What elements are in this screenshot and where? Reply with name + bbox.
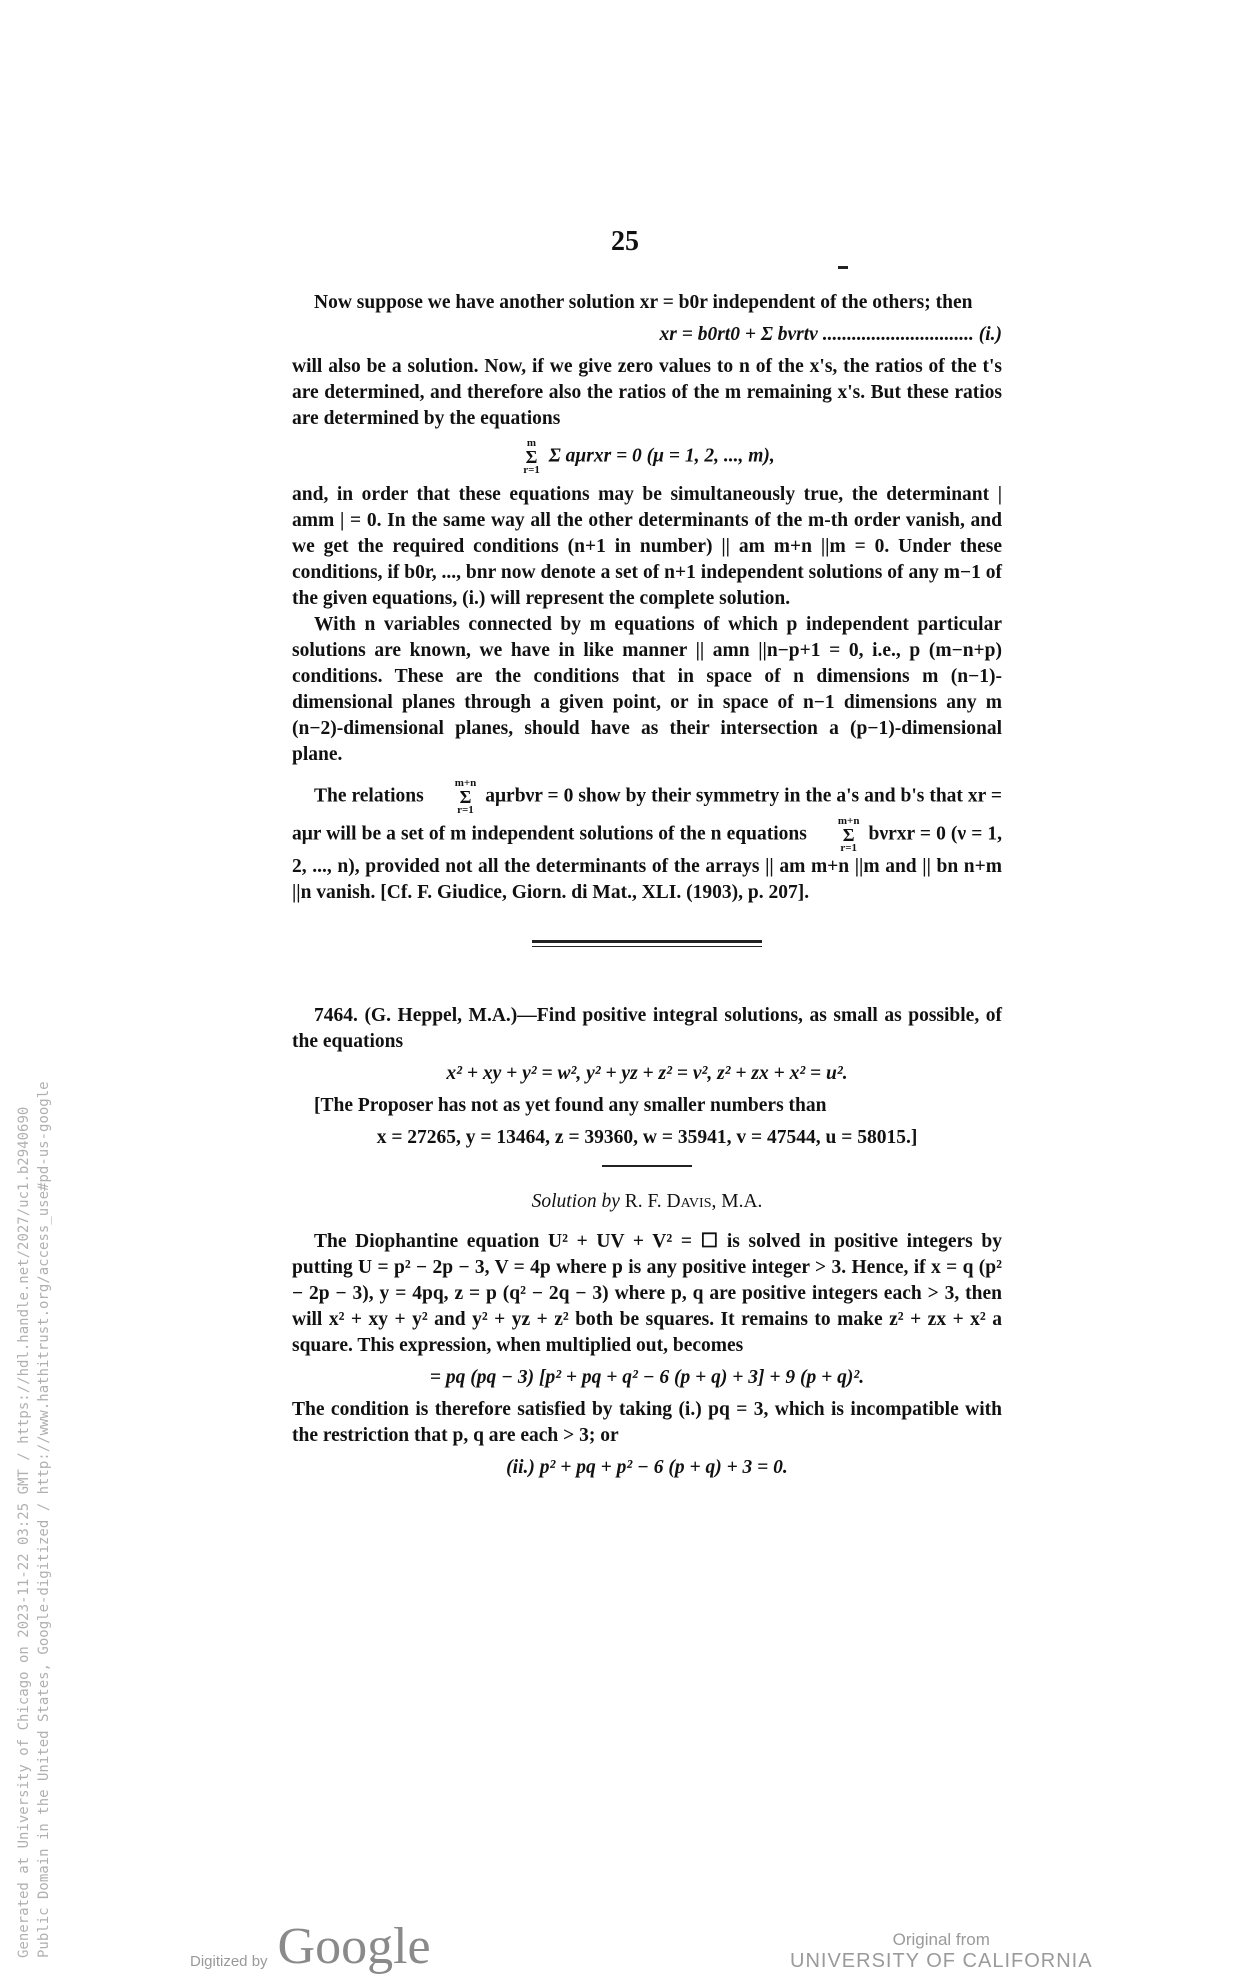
p5-end: bνrxr = 0 (ν = 1, 2, ..., n), provided not all the determinants of the arrays || am m+n ||m and || bn n+m ||n vanish. [Cf. F. Giudice, Giorn. di Mat., XLI. (1903), p. 207]. xyxy=(292,823,1003,903)
summation-sign-b xyxy=(433,778,477,816)
side-watermark-line-1: Generated at University of Chicago on 2023-11-22 03:25 GMT / https://hdl.handle.net/2027/uc1.b2940690 xyxy=(16,1106,32,1958)
paragraph-1: Now suppose we have another solution xr = b0r independent of the others; then xyxy=(314,292,973,313)
paragraph-4: With n variables connected by m equations of which p independent particular solutions are known, we have in like manner || amn ||n−p+1 = 0, i.e., p (m−n+p) conditions. These are the conditions that in space of n dimensions m (n−1)-dimensional planes through a given point, or in space of n−1 dimensions any m (n−2)-dimensional planes, should have as their intersection a (p−1)-dimensional plane. xyxy=(292,614,1002,765)
solution-equation-1: = pq (pq − 3) [p² + pq + q² − 6 (p + q) + 3] + 9 (p + q)². xyxy=(429,1367,865,1388)
original-from-label: Original from xyxy=(892,1930,990,1949)
paragraph-3: and, in order that these equations may be simultaneously true, the determinant | amm | = 0. In the same way all the other determinants of the m-th order vanish, and we get the required conditions (n+1 in number) || am m+n ||m = 0. Under these conditions, if b0r, ..., bnr now denote a set of n+1 independent solutions of any m−1 of the given equations, (i.) will represent the complete solution. xyxy=(292,484,1002,609)
problem-number: 7464. xyxy=(314,1005,358,1026)
sigma-icon: Σ xyxy=(842,825,855,845)
equation-i-text: xr = b0rt0 + Σ bνrtν ............................... (i.) xyxy=(659,324,1002,345)
original-from xyxy=(790,1930,1093,1973)
sum-b-upper: m+n xyxy=(454,777,477,789)
side-watermark xyxy=(14,958,54,1958)
sum-b-lower: r=1 xyxy=(457,804,474,816)
solution-paragraph-2: The condition is therefore satisfied by taking (i.) pq = 3, which is incompatible with the restriction that p, q are each > 3; or xyxy=(292,1399,1002,1446)
equation-sum-a-text: Σ aμrxr = 0 (μ = 1, 2, ..., m), xyxy=(548,445,775,467)
summation-sign-a xyxy=(523,438,540,476)
solution-by: Solution by xyxy=(531,1191,620,1212)
sigma-icon: Σ xyxy=(525,447,538,467)
section-divider xyxy=(532,940,762,947)
sum-c-upper: m+n xyxy=(837,815,860,827)
problem-statement xyxy=(292,1003,1002,1055)
side-watermark-line-2: Public Domain in the United States, Google-digitized / http://www.hathitrust.org/access_use#pd-us-google xyxy=(36,1081,52,1958)
problem-equations: x² + xy + y² = w², y² + yz + z² = v², z² + zx + x² = u². xyxy=(446,1063,848,1084)
proposer-note-line-2: x = 27265, y = 13464, z = 39360, w = 35941, v = 47544, u = 58015.] xyxy=(376,1127,918,1148)
solution-author: R. F. Davis, M.A. xyxy=(624,1191,763,1212)
print-mark xyxy=(838,266,848,269)
sum-c-lower: r=1 xyxy=(840,842,857,854)
sum-lower-limit: r=1 xyxy=(523,464,540,476)
proposer-note-line-1: [The Proposer has not as yet found any smaller numbers than xyxy=(314,1095,827,1116)
problem-text: —Find positive integral solutions, as small as possible, of the equations xyxy=(292,1005,1003,1052)
solution-paragraph-1: The Diophantine equation U² + UV + V² = ☐ is solved in positive integers by putting U = p² − 2p − 3, V = 4p where p is any positive integer > 3. Hence, if x = q (p² − 2p − 3), y = 4pq, z = p (q² − 2q − 3) where p, q are positive integers each > 3, then will x² + xy + y² and y² + yz + z² both be squares. It remains to make z² + zx + x² a square. This expression, when multiplied out, becomes xyxy=(292,1231,1002,1356)
sum-upper-limit: m xyxy=(526,437,537,449)
google-logo: Google xyxy=(277,1918,431,1975)
page-number: 25 xyxy=(611,226,639,257)
digitized-by-label: Digitized by xyxy=(190,1953,268,1970)
p5-mid: aμrbνr = 0 show by their symmetry in the a's and b's that xr = aμr will be a set of m independent solutions of the n equations xyxy=(292,785,1003,845)
paragraph-2: will also be a solution. Now, if we give zero values to n of the x's, the ratios of the t's are determined, and therefore also the ratios of the m remaining x's. But these ratios are determined by the equations xyxy=(292,356,1002,429)
paragraph-5 xyxy=(292,778,1002,906)
equation-i xyxy=(292,322,1002,348)
short-divider xyxy=(602,1165,692,1167)
sigma-icon: Σ xyxy=(459,787,472,807)
summation-sign-c xyxy=(816,816,860,854)
page-body xyxy=(292,290,1002,1487)
problem-proposer: (G. Heppel, M.A.) xyxy=(364,1005,518,1026)
solution-equation-2: (ii.) p² + pq + p² − 6 (p + q) + 3 = 0. xyxy=(506,1457,788,1478)
solution-heading xyxy=(292,1189,1002,1215)
p5-start: The relations xyxy=(314,785,424,807)
digitized-by-google xyxy=(190,1918,431,1975)
equation-sum-a xyxy=(292,438,1002,476)
institution-name: UNIVERSITY OF CALIFORNIA xyxy=(790,1950,1093,1972)
